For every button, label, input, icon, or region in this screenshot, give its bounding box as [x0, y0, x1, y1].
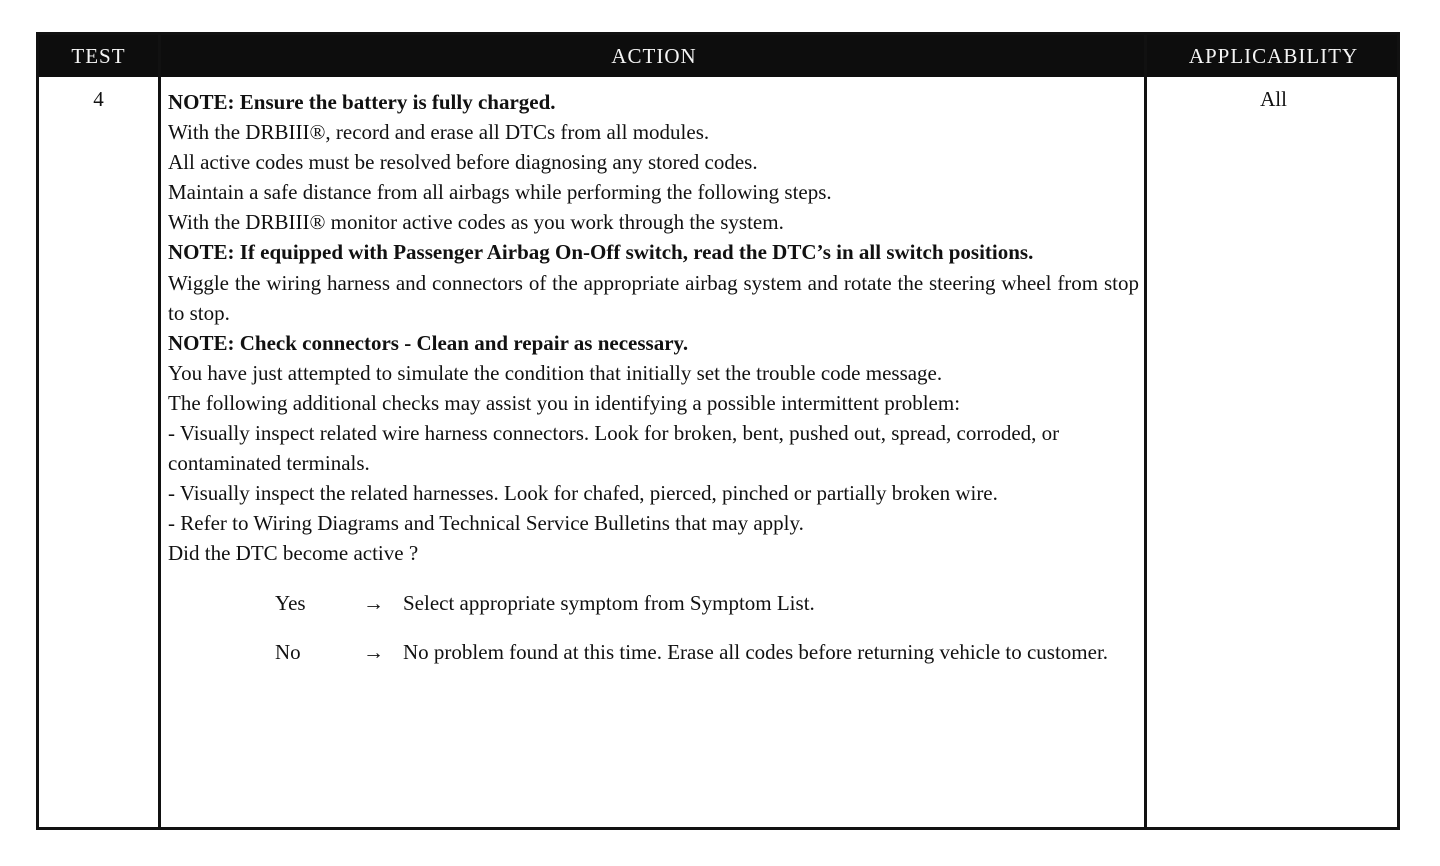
note-switch-positions: NOTE: If equipped with Passenger Airbag On-Off switch, read the DTC’s in all switch positions. — [168, 240, 1034, 265]
no-label: No — [275, 639, 301, 664]
yes-label: Yes — [275, 590, 306, 615]
arrow-right-icon: → — [363, 639, 384, 664]
header-test: TEST — [71, 44, 126, 68]
action-line: With the DRBIII® monitor active codes as you work through the system. — [168, 210, 784, 235]
question: Did the DTC become active ? — [168, 541, 419, 566]
action-line: - Visually inspect related wire harness connectors. Look for broken, bent, pushed out, spread, corroded, or contaminated terminals. — [168, 421, 1060, 476]
note-battery: NOTE: Ensure the battery is fully charged. — [168, 90, 556, 114]
action-line: - Refer to Wiring Diagrams and Technical Service Bulletins that may apply. — [168, 511, 804, 536]
header-action: ACTION — [611, 44, 697, 68]
no-text: No problem found at this time. Erase all codes before returning vehicle to customer. — [403, 639, 1109, 664]
test-number: 4 — [93, 87, 104, 111]
action-line: You have just attempted to simulate the condition that initially set the trouble code message. — [168, 360, 943, 385]
action-cell — [168, 87, 1139, 667]
header-applicability: APPLICABILITY — [1188, 44, 1359, 68]
action-line: Wiggle the wiring harness and connectors of the appropriate airbag system and rotate the steering wheel from stop to stop. — [168, 270, 1139, 325]
diagnostic-table — [36, 32, 1400, 830]
action-line: All active codes must be resolved before diagnosing any stored codes. — [168, 150, 758, 175]
action-line: The following additional checks may assist you in identifying a possible intermittent problem: — [168, 390, 961, 415]
yes-text: Select appropriate symptom from Symptom List. — [403, 590, 815, 615]
action-line: Maintain a safe distance from all airbags while performing the following steps. — [168, 180, 832, 205]
applicability-value: All — [1260, 87, 1287, 111]
action-line: With the DRBIII®, record and erase all DTCs from all modules. — [168, 120, 710, 145]
result-no — [168, 637, 1139, 667]
table-header — [39, 35, 1397, 77]
result-yes — [168, 588, 1139, 618]
note-check-connectors: NOTE: Check connectors - Clean and repair as necessary. — [168, 330, 689, 355]
arrow-right-icon: → — [363, 590, 384, 615]
column-divider — [158, 35, 161, 827]
action-line: - Visually inspect the related harnesses. Look for chafed, pierced, pinched or partially broken wire. — [168, 481, 998, 506]
column-divider — [1144, 35, 1147, 827]
